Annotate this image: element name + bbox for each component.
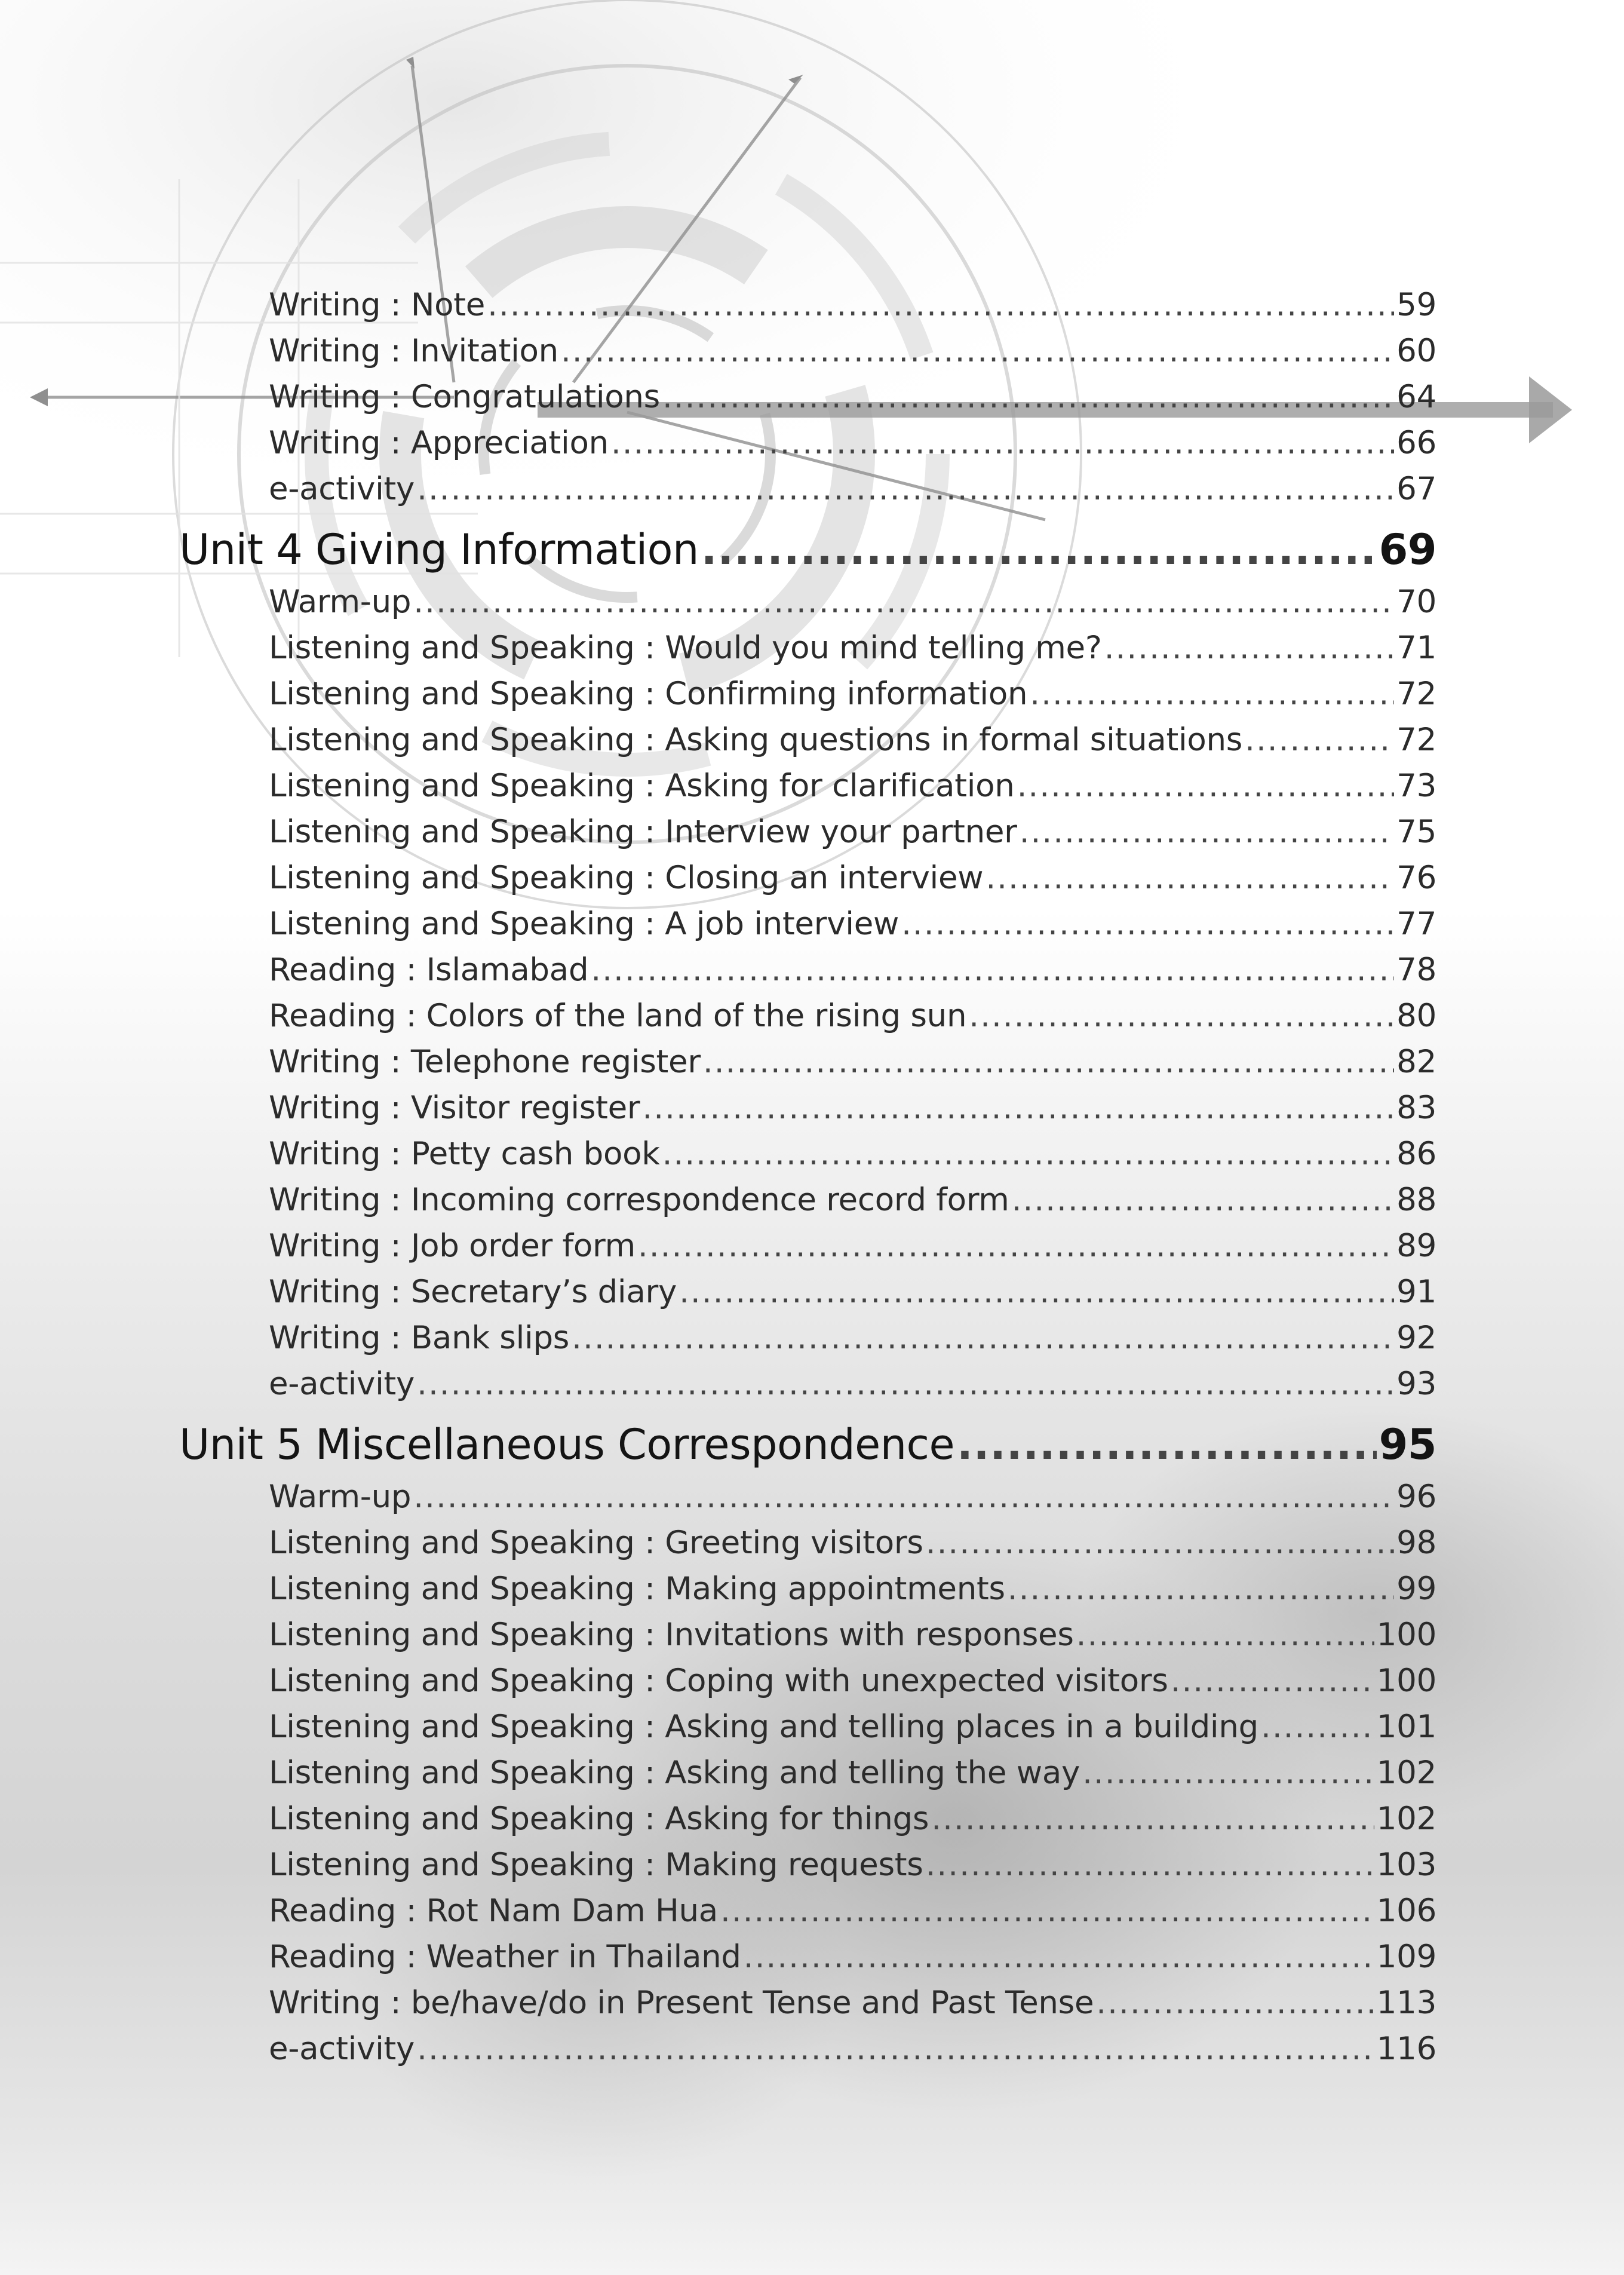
toc-entry-title: Reading : Islamabad bbox=[269, 952, 589, 988]
toc-page-number: 86 bbox=[1396, 1136, 1436, 1172]
toc-page-number: 98 bbox=[1396, 1525, 1436, 1561]
toc-entry bbox=[269, 1228, 1436, 1274]
toc-entry-title: Listening and Speaking : Asking and telling places in a building bbox=[269, 1709, 1258, 1745]
toc-entry bbox=[269, 1801, 1436, 1847]
dot-leader bbox=[926, 1525, 1394, 1561]
dot-leader bbox=[1030, 676, 1394, 712]
toc-entry-title: e-activity bbox=[269, 1366, 415, 1402]
dot-leader bbox=[957, 1420, 1376, 1469]
toc-entry-title: Listening and Speaking : Closing an interview bbox=[269, 860, 984, 896]
dot-leader bbox=[1082, 1755, 1374, 1791]
toc-page-number: 96 bbox=[1396, 1479, 1436, 1515]
toc-entry-title: Writing : be/have/do in Present Tense and Past Tense bbox=[269, 1985, 1094, 2021]
toc-entry-title: Listening and Speaking : Asking for things bbox=[269, 1801, 929, 1837]
toc-entry-title: Listening and Speaking : Interview your partner bbox=[269, 814, 1017, 850]
toc-entry-title: Listening and Speaking : Asking and telling the way bbox=[269, 1755, 1080, 1791]
dot-leader bbox=[679, 1274, 1394, 1310]
toc-entry-title: Writing : Appreciation bbox=[269, 425, 609, 461]
toc-entry bbox=[269, 1136, 1436, 1182]
toc-page-number: 66 bbox=[1396, 425, 1436, 461]
toc-page-number: 93 bbox=[1396, 1366, 1436, 1402]
toc-entry-title: Writing : Incoming correspondence record form bbox=[269, 1182, 1009, 1218]
toc-entry-title: Reading : Rot Nam Dam Hua bbox=[269, 1893, 718, 1929]
toc-unit-heading bbox=[179, 525, 1436, 585]
dot-leader bbox=[638, 1228, 1394, 1264]
toc-entry bbox=[269, 814, 1436, 860]
toc-page-number: 59 bbox=[1396, 287, 1436, 323]
toc-entry bbox=[269, 1274, 1436, 1320]
dot-leader bbox=[487, 287, 1394, 323]
dot-leader bbox=[744, 1939, 1374, 1975]
toc-page-number: 113 bbox=[1376, 1985, 1436, 2021]
toc-page-number: 83 bbox=[1396, 1090, 1436, 1126]
dot-leader bbox=[662, 379, 1394, 415]
toc-page-number: 67 bbox=[1396, 471, 1436, 507]
dot-leader bbox=[413, 584, 1394, 620]
toc-page-number: 102 bbox=[1376, 1755, 1436, 1791]
toc-page-number: 91 bbox=[1396, 1274, 1436, 1310]
toc-page-number: 69 bbox=[1379, 525, 1436, 574]
toc-entry-title: Listening and Speaking : Confirming information bbox=[269, 676, 1028, 712]
toc-entry bbox=[269, 1847, 1436, 1893]
toc-page-number: 78 bbox=[1396, 952, 1436, 988]
dot-leader bbox=[1245, 722, 1394, 758]
toc-entry bbox=[269, 722, 1436, 768]
toc-entry bbox=[269, 1320, 1436, 1366]
toc-entry bbox=[269, 471, 1436, 517]
toc-entry-title: Listening and Speaking : Making appointments bbox=[269, 1571, 1005, 1607]
toc-page-number: 92 bbox=[1396, 1320, 1436, 1356]
table-of-contents bbox=[179, 287, 1436, 2077]
toc-entry bbox=[269, 379, 1436, 425]
toc-entry-title: Writing : Visitor register bbox=[269, 1090, 640, 1126]
dot-leader bbox=[611, 425, 1394, 461]
toc-page-number: 102 bbox=[1376, 1801, 1436, 1837]
toc-entry bbox=[269, 1985, 1436, 2031]
toc-entry-title: Unit 5 Miscellaneous Correspondence bbox=[179, 1420, 955, 1469]
dot-leader bbox=[417, 2031, 1374, 2067]
dot-leader bbox=[901, 906, 1394, 942]
toc-page-number: 64 bbox=[1396, 379, 1436, 415]
dot-leader bbox=[591, 952, 1394, 988]
toc-entry-title: Writing : Congratulations bbox=[269, 379, 660, 415]
dot-leader bbox=[417, 471, 1394, 507]
toc-entry bbox=[269, 1366, 1436, 1412]
dot-leader bbox=[1076, 1617, 1374, 1653]
toc-entry bbox=[269, 1709, 1436, 1755]
dot-leader bbox=[701, 525, 1377, 574]
toc-entry-title: Writing : Bank slips bbox=[269, 1320, 570, 1356]
dot-leader bbox=[1171, 1663, 1374, 1699]
dot-leader bbox=[662, 1136, 1395, 1172]
toc-entry-title: Unit 4 Giving Information bbox=[179, 525, 699, 574]
toc-entry bbox=[269, 952, 1436, 998]
toc-entry-title: Warm-up bbox=[269, 1479, 412, 1515]
toc-unit-heading bbox=[179, 1420, 1436, 1480]
toc-entry bbox=[269, 1479, 1436, 1525]
toc-page-number: 72 bbox=[1396, 676, 1436, 712]
toc-page-number: 82 bbox=[1396, 1044, 1436, 1080]
toc-entry bbox=[269, 630, 1436, 676]
toc-entry bbox=[269, 1893, 1436, 1939]
toc-entry bbox=[269, 768, 1436, 814]
toc-entry bbox=[269, 2031, 1436, 2077]
toc-entry bbox=[269, 584, 1436, 630]
toc-entry bbox=[269, 1939, 1436, 1985]
toc-entry-title: Reading : Colors of the land of the rising sun bbox=[269, 998, 967, 1034]
toc-page-number: 72 bbox=[1396, 722, 1436, 758]
toc-entry-title: Listening and Speaking : Asking questions in formal situations bbox=[269, 722, 1243, 758]
dot-leader bbox=[703, 1044, 1394, 1080]
dot-leader bbox=[1017, 768, 1395, 804]
toc-entry-title: Listening and Speaking : Greeting visitors bbox=[269, 1525, 923, 1561]
toc-entry-title: Writing : Secretary’s diary bbox=[269, 1274, 677, 1310]
toc-entry bbox=[269, 333, 1436, 379]
toc-page-number: 70 bbox=[1396, 584, 1436, 620]
toc-page-number: 95 bbox=[1379, 1420, 1436, 1469]
toc-entry-title: Writing : Job order form bbox=[269, 1228, 636, 1264]
toc-entry bbox=[269, 1090, 1436, 1136]
toc-entry bbox=[269, 998, 1436, 1044]
toc-page-number: 101 bbox=[1376, 1709, 1436, 1745]
dot-leader bbox=[1261, 1709, 1374, 1745]
toc-page-number: 75 bbox=[1396, 814, 1436, 850]
toc-entry-title: Reading : Weather in Thailand bbox=[269, 1939, 741, 1975]
toc-entry-title: Writing : Note bbox=[269, 287, 486, 323]
toc-entry bbox=[269, 1755, 1436, 1801]
toc-page-number: 100 bbox=[1376, 1617, 1436, 1653]
dot-leader bbox=[1020, 814, 1394, 850]
toc-entry bbox=[269, 1525, 1436, 1571]
dot-leader bbox=[926, 1847, 1374, 1883]
toc-entry bbox=[269, 906, 1436, 952]
toc-page-number: 60 bbox=[1396, 333, 1436, 369]
toc-entry-title: Listening and Speaking : Invitations with responses bbox=[269, 1617, 1074, 1653]
dot-leader bbox=[931, 1801, 1374, 1837]
toc-entry bbox=[269, 1044, 1436, 1090]
toc-entry-title: Listening and Speaking : A job interview bbox=[269, 906, 900, 942]
toc-entry bbox=[269, 1182, 1436, 1228]
toc-page-number: 89 bbox=[1396, 1228, 1436, 1264]
toc-page-number: 116 bbox=[1376, 2031, 1436, 2067]
dot-leader bbox=[969, 998, 1394, 1034]
dot-leader bbox=[413, 1479, 1394, 1515]
toc-page-number: 109 bbox=[1376, 1939, 1436, 1975]
toc-entry bbox=[269, 676, 1436, 722]
toc-entry-title: Listening and Speaking : Would you mind telling me? bbox=[269, 630, 1102, 666]
toc-entry-title: Writing : Invitation bbox=[269, 333, 558, 369]
dot-leader bbox=[572, 1320, 1394, 1356]
dot-leader bbox=[417, 1366, 1394, 1402]
dot-leader bbox=[986, 860, 1394, 896]
toc-entry bbox=[269, 287, 1436, 333]
dot-leader bbox=[1012, 1182, 1395, 1218]
toc-entry-title: Warm-up bbox=[269, 584, 412, 620]
toc-page-number: 76 bbox=[1396, 860, 1436, 896]
dot-leader bbox=[642, 1090, 1394, 1126]
toc-page-number: 77 bbox=[1396, 906, 1436, 942]
toc-entry bbox=[269, 860, 1436, 906]
toc-entry-title: Listening and Speaking : Asking for clarification bbox=[269, 768, 1015, 804]
toc-entry-title: Listening and Speaking : Coping with unexpected visitors bbox=[269, 1663, 1168, 1699]
dot-leader bbox=[1104, 630, 1394, 666]
toc-page-number: 99 bbox=[1396, 1571, 1436, 1607]
toc-entry bbox=[269, 1571, 1436, 1617]
toc-page-number: 88 bbox=[1396, 1182, 1436, 1218]
dot-leader bbox=[720, 1893, 1374, 1929]
toc-page-number: 80 bbox=[1396, 998, 1436, 1034]
toc-entry bbox=[269, 425, 1436, 471]
toc-page-number: 100 bbox=[1376, 1663, 1436, 1699]
toc-page-number: 71 bbox=[1396, 630, 1436, 666]
toc-entry bbox=[269, 1663, 1436, 1709]
dot-leader bbox=[1096, 1985, 1374, 2021]
toc-entry-title: Writing : Telephone register bbox=[269, 1044, 701, 1080]
toc-page-number: 73 bbox=[1396, 768, 1436, 804]
toc-entry-title: Listening and Speaking : Making requests bbox=[269, 1847, 923, 1883]
dot-leader bbox=[1008, 1571, 1394, 1607]
toc-entry bbox=[269, 1617, 1436, 1663]
toc-entry-title: e-activity bbox=[269, 2031, 415, 2067]
toc-page-number: 103 bbox=[1376, 1847, 1436, 1883]
toc-entry-title: Writing : Petty cash book bbox=[269, 1136, 660, 1172]
toc-entry-title: e-activity bbox=[269, 471, 415, 507]
dot-leader bbox=[561, 333, 1394, 369]
toc-page-number: 106 bbox=[1376, 1893, 1436, 1929]
